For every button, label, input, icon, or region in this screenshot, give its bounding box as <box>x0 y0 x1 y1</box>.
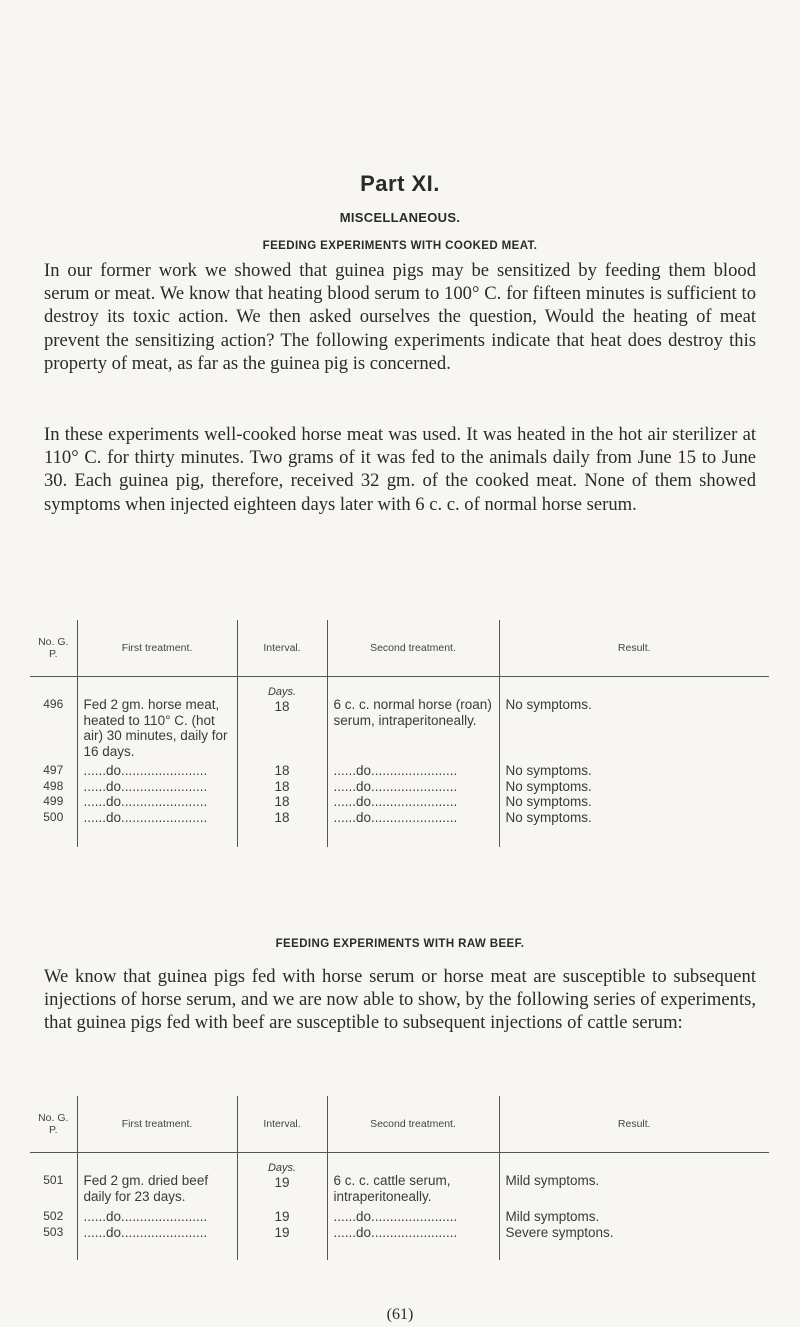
cell-no: 499 <box>43 794 64 808</box>
cell-no: 502 <box>43 1209 64 1223</box>
cell-second: 6 c. c. cattle serum, intraperitoneally. <box>327 1153 499 1210</box>
table-row <box>30 763 769 779</box>
section1-heading: FEEDING EXPERIMENTS WITH COOKED MEAT. <box>262 240 538 252</box>
table-row <box>30 1225 769 1261</box>
cell-interval: 18 <box>237 779 327 795</box>
header-interval: Interval. <box>237 1096 327 1153</box>
section2-paragraph-1: We know that guinea pigs fed with horse serum or horse meat are susceptible to subsequent injections of horse serum, and we are now able to show, by the following series of experiments, that guinea pigs fed with beef are susceptible to subsequent injections of cattle serum: <box>44 966 756 1034</box>
header-result: Result. <box>499 1096 769 1153</box>
table-row <box>30 677 769 764</box>
header-no: No. G. P. <box>30 1096 77 1153</box>
cell-no: 498 <box>43 778 64 793</box>
header-result: Result. <box>499 620 769 677</box>
table-row <box>30 779 769 795</box>
cell-no: 497 <box>43 763 64 777</box>
cell-interval: 18 <box>237 810 327 848</box>
section2-heading: FEEDING EXPERIMENTS WITH RAW BEEF. <box>275 938 525 950</box>
days-label: Days. <box>267 1162 297 1174</box>
section1-paragraph-2: In these experiments well-cooked horse meat was used. It was heated in the hot air sterilizer at 110° C. for thirty minutes. Two grams of it was fed to the animals daily from June 15 to June 30. Each guinea pig, therefore, received 32 gm. of the cooked meat. None of them showed symptoms when injected eighteen days later with 6 c. c. of normal horse serum. <box>44 424 756 515</box>
cell-first: ......do....................... <box>77 1225 237 1261</box>
table-row <box>30 794 769 810</box>
cell-first: Fed 2 gm. dried beef daily for 23 days. <box>77 1153 237 1210</box>
cell-interval: 18 <box>237 794 327 810</box>
section-title: MISCELLANEOUS. <box>339 210 461 225</box>
cell-result: No symptoms. <box>499 810 769 848</box>
cell-interval: 19 <box>237 1225 327 1261</box>
cell-result: No symptoms. <box>499 763 769 779</box>
cell-first: ......do....................... <box>77 763 237 779</box>
cell-result: No symptoms. <box>499 779 769 795</box>
cell-interval: 19 <box>237 1209 327 1225</box>
section1-paragraph-1: In our former work we showed that guinea pigs may be sensitized by feeding them blood serum or meat. We know that heating blood serum to 100° C. for fifteen minutes is sufficient to destroy its toxic action. We then asked ourselves the question, Would the heating of meat prevent the sensitizing action? The following experiments indicate that heat does destroy this property of meat, as far as the guinea pig is concerned. <box>44 260 756 374</box>
header-second-treatment: Second treatment. <box>327 1096 499 1153</box>
header-second-treatment: Second treatment. <box>327 620 499 677</box>
cell-result: Mild symptoms. <box>499 1153 769 1210</box>
header-first-treatment: First treatment. <box>77 1096 237 1153</box>
header-no: No. G. P. <box>30 620 77 677</box>
cooked-meat-table <box>30 620 769 847</box>
part-title: Part XI. <box>360 171 440 196</box>
cell-result: Mild symptoms. <box>499 1209 769 1225</box>
raw-beef-table <box>30 1096 769 1260</box>
cell-interval: Days. 19 <box>237 1153 327 1210</box>
cell-second: ......do....................... <box>327 763 499 779</box>
cell-result: No symptoms. <box>499 794 769 810</box>
cell-result: Severe symptons. <box>499 1225 769 1261</box>
cell-second: ......do....................... <box>327 794 499 810</box>
table-row <box>30 810 769 848</box>
cell-first: ......do....................... <box>77 779 237 795</box>
cell-interval: 18 <box>237 763 327 779</box>
header-first-treatment: First treatment. <box>77 620 237 677</box>
cell-no: 500 <box>43 809 64 824</box>
cell-second: ......do....................... <box>327 810 499 848</box>
cell-second: ......do....................... <box>327 1225 499 1261</box>
header-interval: Interval. <box>237 620 327 677</box>
table-row <box>30 1153 769 1210</box>
cell-first: ......do....................... <box>77 810 237 848</box>
days-label: Days. <box>267 686 297 698</box>
cell-second: ......do....................... <box>327 1209 499 1225</box>
cell-second: ......do....................... <box>327 779 499 795</box>
cell-no: 496 <box>43 697 64 711</box>
cell-result: No symptoms. <box>499 677 769 764</box>
cell-no: 501 <box>43 1173 64 1187</box>
cell-first: ......do....................... <box>77 794 237 810</box>
cell-second: 6 c. c. normal horse (roan) serum, intraperitoneally. <box>327 677 499 764</box>
cell-first: ......do....................... <box>77 1209 237 1225</box>
page-number: (61) <box>386 1306 414 1323</box>
cell-no: 503 <box>43 1224 64 1239</box>
cell-first: Fed 2 gm. horse meat, heated to 110° C. (hot air) 30 minutes, daily for 16 days. <box>77 677 237 764</box>
cell-interval: Days. 18 <box>237 677 327 764</box>
table-row <box>30 1209 769 1225</box>
